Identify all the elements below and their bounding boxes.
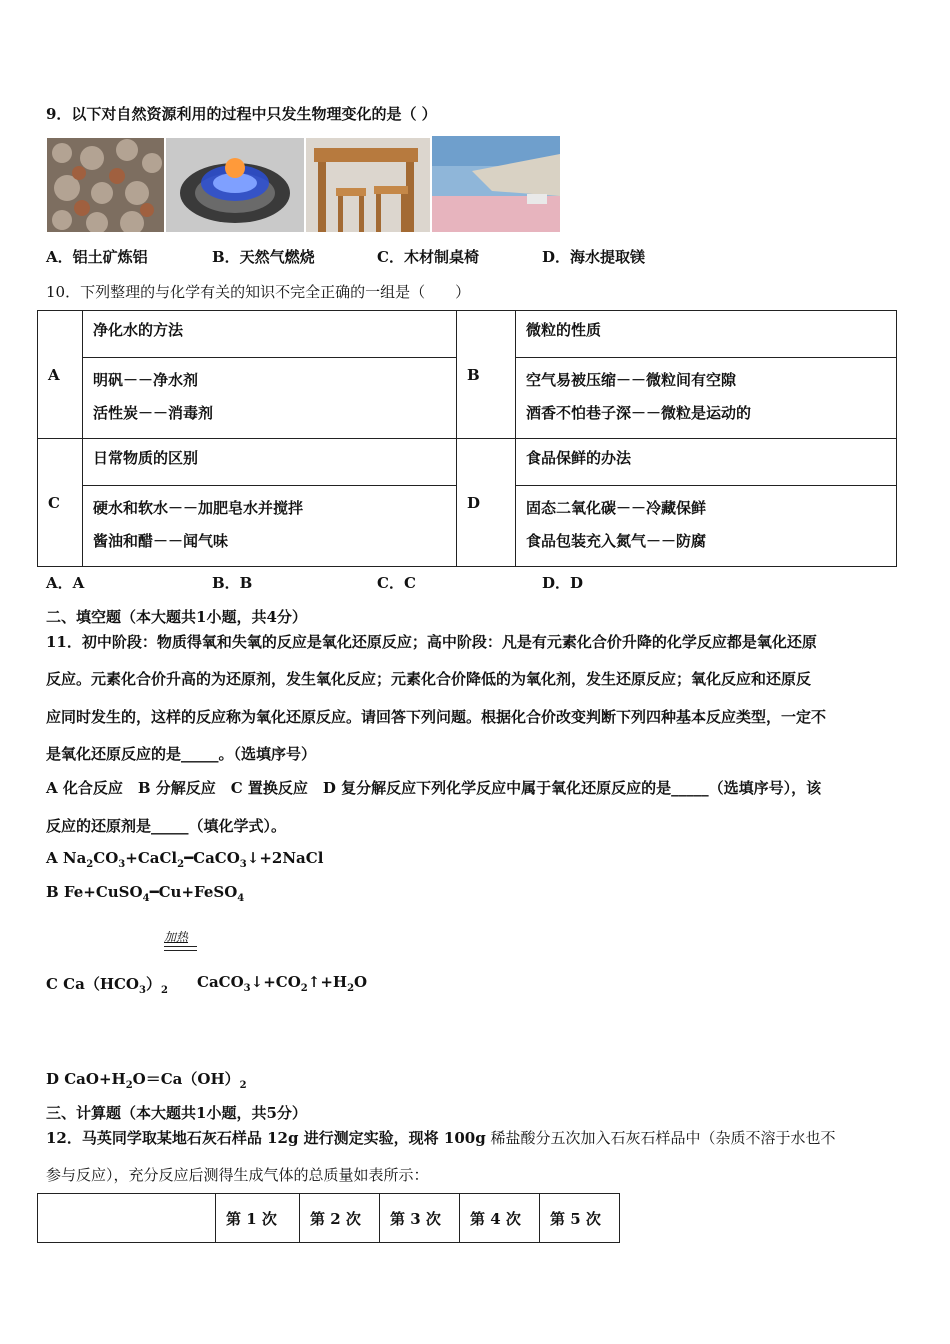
table-header-cell: 第 1 次 xyxy=(216,1194,300,1243)
q11-line: 是氧化还原反应的是_____。（选填序号） xyxy=(46,745,317,763)
q9-option-a[interactable]: A．铝土矿炼铝 xyxy=(46,248,148,266)
equation-c: C $Ca(HCO_3)_2$ xyxy=(46,975,168,996)
flame-icon xyxy=(166,138,304,232)
q9-option-c[interactable]: C．木材制桌椅 xyxy=(377,248,479,266)
desk-icon xyxy=(306,138,430,232)
equation-c-products: $CaCO_3↓+CO_2↑+H_2O$ xyxy=(197,973,368,994)
q11-line: 反应。元素化合价升高的为还原剂，发生氧化反应；元素化合价降低的为氧化剂，发生还原反应；氧化反应和还原反 xyxy=(46,670,812,688)
q10-option-c[interactable]: C．C xyxy=(377,574,416,592)
q10-table xyxy=(37,310,897,567)
cell-line: 空气易被压缩－－微粒间有空隙 xyxy=(526,371,737,389)
table-header-cell: 第 2 次 xyxy=(300,1194,380,1243)
equals-line xyxy=(164,950,197,951)
bauxite-rocks-photo xyxy=(47,138,164,232)
cell-title: 日常物质的区别 xyxy=(83,439,456,486)
q12-line2: 参与反应），充分反应后测得生成气体的总质量如表所示： xyxy=(46,1166,429,1184)
q11-line: 11．初中阶段：物质得氧和失氧的反应是氧化还原反应；高中阶段：凡是有元素化合价升降的化学反应都是氧化还原 xyxy=(46,633,817,651)
equation-b: B Fe+CuSO$_4$━Cu+FeSO$_4$ xyxy=(46,883,245,904)
equation-d: D $CaO+H_2O=Ca(OH)_2$ xyxy=(46,1070,247,1091)
cell-title: 食品保鲜的办法 xyxy=(516,439,896,486)
q11-line: A 化合反应 B 分解反应 C 置换反应 D 复分解反应下列化学反应中属于氧化还原反应的是_____（选填序号），该 xyxy=(46,779,822,797)
cell-line: 酒香不怕巷子深－－微粒是运动的 xyxy=(526,404,752,422)
table-header-cell: 第 4 次 xyxy=(460,1194,540,1243)
cell-line: 硬水和软水－－加肥皂水并搅拌 xyxy=(93,499,304,517)
cell-line: 酱油和醋－－闻气味 xyxy=(93,532,229,550)
sea-icon xyxy=(432,136,560,232)
section2-heading: 二、填空题（本大题共1小题，共4分） xyxy=(46,608,307,626)
cell-line: 明矾－－净水剂 xyxy=(93,371,199,389)
cell-line: 活性炭－－消毒剂 xyxy=(93,404,214,422)
gas-stove-flame-photo xyxy=(166,138,304,232)
table-header-cell xyxy=(38,1194,216,1243)
row-letter-c: C xyxy=(38,439,83,567)
q9-option-d[interactable]: D．海水提取镁 xyxy=(542,248,646,266)
wooden-desk-chairs-photo xyxy=(306,138,430,232)
q11-line: 反应的还原剂是_____（填化学式）。 xyxy=(46,817,287,835)
q9-question: 9．以下对自然资源利用的过程中只发生物理变化的是（ ） xyxy=(46,105,437,123)
table-header-cell: 第 5 次 xyxy=(540,1194,620,1243)
row-letter-a: A xyxy=(38,311,83,439)
section3-heading: 三、计算题（本大题共1小题，共5分） xyxy=(46,1104,307,1122)
q12-line1: 12．马英同学取某地石灰石样品 12g 进行测定实验，现将 100g 稀盐酸分五次加入石灰石样品中（杂质不溶于水也不 xyxy=(46,1129,836,1147)
heat-condition: 加热 xyxy=(164,930,189,944)
row-letter-b: B xyxy=(457,311,516,439)
q11-line: 应同时发生的，这样的反应称为氧化还原反应。请回答下列问题。根据化合价改变判断下列四种基本反应类型，一定不 xyxy=(46,708,827,726)
rock-icon xyxy=(47,138,164,232)
cell-title: 微粒的性质 xyxy=(516,311,896,358)
q10-option-b[interactable]: B．B xyxy=(212,574,253,592)
cell-title: 净化水的方法 xyxy=(83,311,456,358)
equation-a: A $Na_2CO_3+CaCl_2━CaCO_3↓+2NaCl$ xyxy=(46,849,324,870)
q9-option-b[interactable]: B．天然气燃烧 xyxy=(212,248,315,266)
row-letter-d: D xyxy=(457,439,516,567)
equals-line xyxy=(164,946,197,947)
q12-table xyxy=(37,1193,620,1243)
cell-line: 固态二氧化碳－－冷藏保鲜 xyxy=(526,499,707,517)
table-header-cell: 第 3 次 xyxy=(380,1194,460,1243)
cell-line: 食品包装充入氮气－－防腐 xyxy=(526,532,707,550)
q10-option-a[interactable]: A．A xyxy=(46,574,85,592)
q10-question: 10．下列整理的与化学有关的知识不完全正确的一组是（ ） xyxy=(46,283,471,301)
seawater-salt-pond-photo xyxy=(432,136,560,232)
q10-option-d[interactable]: D．D xyxy=(542,574,584,592)
